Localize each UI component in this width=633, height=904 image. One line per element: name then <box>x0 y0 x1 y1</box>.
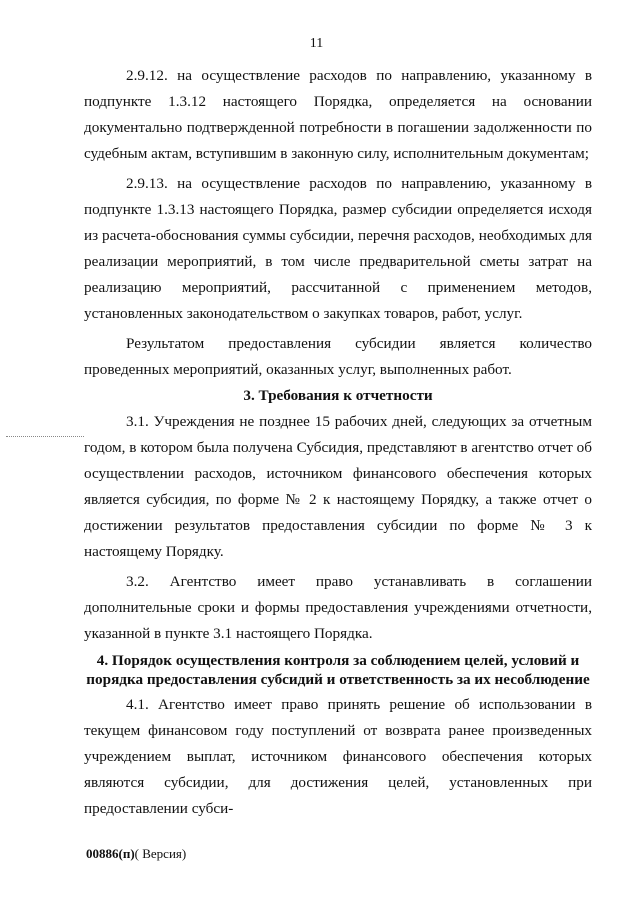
paragraph-2-9-12: 2.9.12. на осуществление расходов по направлению, указанному в подпункте 1.3.12 настоящего Порядка, определяется на основании документально подтвержденной потребности в погашении задолженности по судебным актам, вступившим в законную силу, исполнительным документам; <box>84 67 592 162</box>
section-4-heading: 4. Порядок осуществления контроля за соблюдением целей, условий и порядка предоставления субсидий и ответственность за их несоблюдение <box>86 652 590 688</box>
document-code: 00886(п) <box>86 846 135 861</box>
paragraph-3-1: 3.1. Учреждения не позднее 15 рабочих дней, следующих за отчетным годом, в котором была получена Субсидия, представляют в агентство отчет об осуществлении расходов, источником финансового обеспечения которых является субсидия, по форме № 2 к настоящему Порядку, а также отчет о достижении результатов предоставления субсидии по форме № 3 к настоящему Порядку. <box>84 413 592 560</box>
paragraph-result: Результатом предоставления субсидии является количество проведенных мероприятий, оказанных услуг, выполненных работ. <box>84 335 592 378</box>
paragraph-2-9-13: 2.9.13. на осуществление расходов по направлению, указанному в подпункте 1.3.13 настоящего Порядка, размер субсидии определяется исходя из расчета-обоснования суммы субсидии, перечня расходов, необходимых для реализации мероприятий, в том числе предварительной сметы затрат на реализацию мероприятий, рассчитанной с применением методов, установленных законодательством о закупках товаров, работ, услуг. <box>84 175 592 322</box>
document-version: ( Версия) <box>134 846 187 861</box>
paragraph-3-2: 3.2. Агентство имеет право устанавливать в соглашении дополнительные сроки и формы предоставления учреждениями отчетности, указанной в пункте 3.1 настоящего Порядка. <box>84 573 592 642</box>
document-footer <box>86 846 186 862</box>
page-number: 11 <box>309 36 324 51</box>
section-3-heading: 3. Требования к отчетности <box>243 387 433 404</box>
paragraph-4-1: 4.1. Агентство имеет право принять решение об использовании в текущем финансовом году поступлений от возврата ранее произведенных учреждением выплат, источником финансового обеспечения которых являются субсидии, для достижения целей, установленных при предоставлении субси- <box>84 696 592 817</box>
scan-artifact-dots <box>6 436 84 439</box>
document-body <box>84 63 592 822</box>
